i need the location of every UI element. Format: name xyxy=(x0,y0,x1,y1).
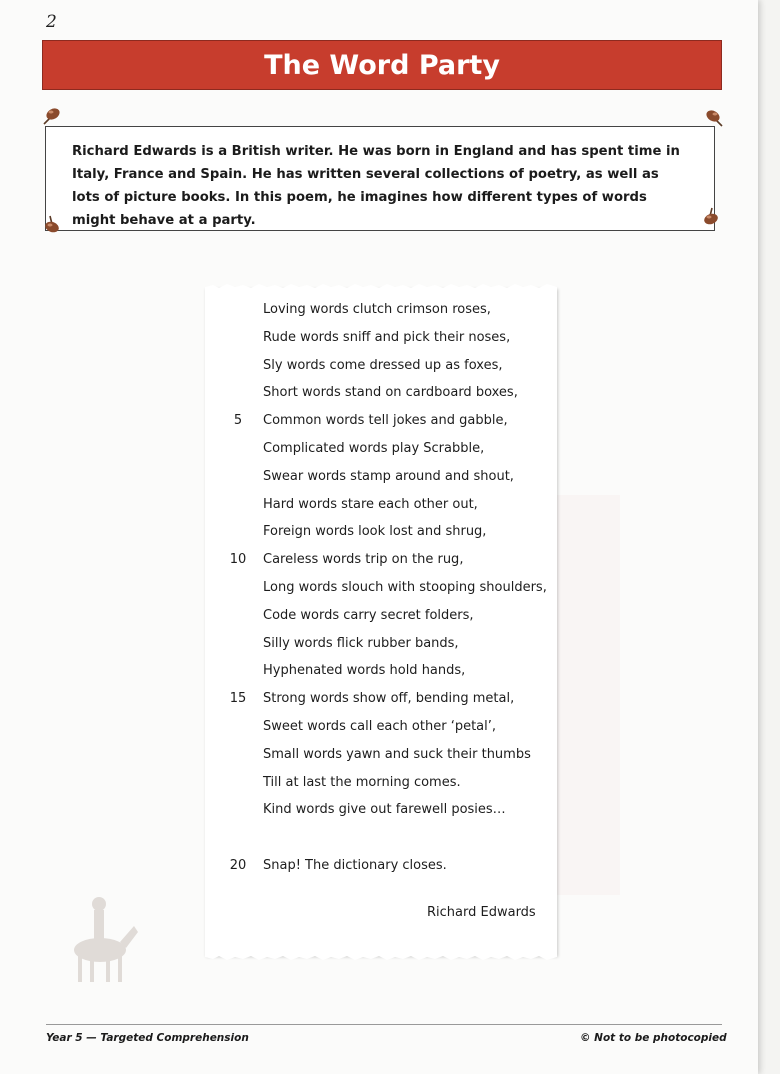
pin-icon xyxy=(40,212,62,234)
line-number: 20 xyxy=(229,858,247,873)
poem-line xyxy=(205,636,557,664)
line-text: Sweet words call each other ‘petal’, xyxy=(263,719,497,734)
poem-line xyxy=(205,469,557,497)
poem-line xyxy=(205,691,557,719)
line-text: Foreign words look lost and shrug, xyxy=(263,524,487,540)
poem-line xyxy=(205,830,557,858)
line-text: Loving words clutch crimson roses, xyxy=(263,302,491,317)
pin-icon xyxy=(700,204,722,226)
intro-box xyxy=(45,126,715,231)
poem-line xyxy=(205,719,557,747)
line-text: Kind words give out farewell posies… xyxy=(263,802,506,818)
line-number: 5 xyxy=(233,413,243,429)
poem-line xyxy=(205,552,557,580)
line-text: Common words tell jokes and gabble, xyxy=(263,413,508,429)
line-number: 15 xyxy=(229,691,247,707)
poem-author: Richard Edwards xyxy=(427,905,536,920)
line-number: 10 xyxy=(229,552,247,568)
poem-line xyxy=(205,663,557,691)
title-banner xyxy=(42,40,722,90)
poem-line xyxy=(205,524,557,552)
line-text: Silly words flick rubber bands, xyxy=(263,635,459,651)
poem-line xyxy=(205,858,557,886)
torn-edge-top xyxy=(205,282,557,292)
line-text: Strong words show off, bending metal, xyxy=(263,691,515,707)
poem-line xyxy=(205,497,557,525)
page-number: 2 xyxy=(46,12,57,32)
line-text: Small words yawn and suck their thumbs xyxy=(263,746,531,762)
line-text: Complicated words play Scrabble, xyxy=(263,441,485,456)
line-text: Swear words stamp around and shout, xyxy=(263,468,514,484)
horse-rider-illustration xyxy=(60,880,140,990)
torn-edge-bottom xyxy=(205,952,557,962)
poem-line xyxy=(205,330,557,358)
poem-line xyxy=(205,775,557,803)
poem-line xyxy=(205,608,557,636)
poem-line xyxy=(205,747,557,775)
line-text: Snap! The dictionary closes. xyxy=(263,858,447,873)
page-title: The Word Party xyxy=(264,49,500,81)
footer-rule xyxy=(46,1024,722,1025)
footer-book-title: Year 5 — Targeted Comprehension xyxy=(46,1032,249,1044)
line-text: Rude words sniff and pick their noses, xyxy=(263,329,511,345)
line-text: Code words carry secret folders, xyxy=(263,607,474,623)
line-text: Short words stand on cardboard boxes, xyxy=(263,385,518,401)
pin-icon xyxy=(704,108,726,130)
line-text: Sly words come dressed up as foxes, xyxy=(263,357,503,373)
pin-icon xyxy=(40,106,62,128)
line-text: Hyphenated words hold hands, xyxy=(263,663,466,679)
poem-line xyxy=(205,358,557,386)
poem-line xyxy=(205,385,557,413)
line-text: Long words slouch with stooping shoulders, xyxy=(263,580,547,595)
poem-line xyxy=(205,441,557,469)
intro-text: Richard Edwards is a British writer. He was born in England and has spent time in Italy, France and Spain. He has written several collections of poetry, as well as lots of picture books. In this poem, he imagines how different types of words might behave at a party. xyxy=(72,144,680,228)
line-text: Careless words trip on the rug, xyxy=(263,552,464,568)
poem-line xyxy=(205,302,557,330)
line-text: Till at last the morning comes. xyxy=(263,774,461,790)
poem-card xyxy=(205,288,557,956)
poem-line xyxy=(205,580,557,608)
line-text: Hard words stare each other out, xyxy=(263,496,478,512)
poem-line xyxy=(205,802,557,830)
footer-copyright: © Not to be photocopied xyxy=(580,1032,727,1044)
poem-line xyxy=(205,413,557,441)
